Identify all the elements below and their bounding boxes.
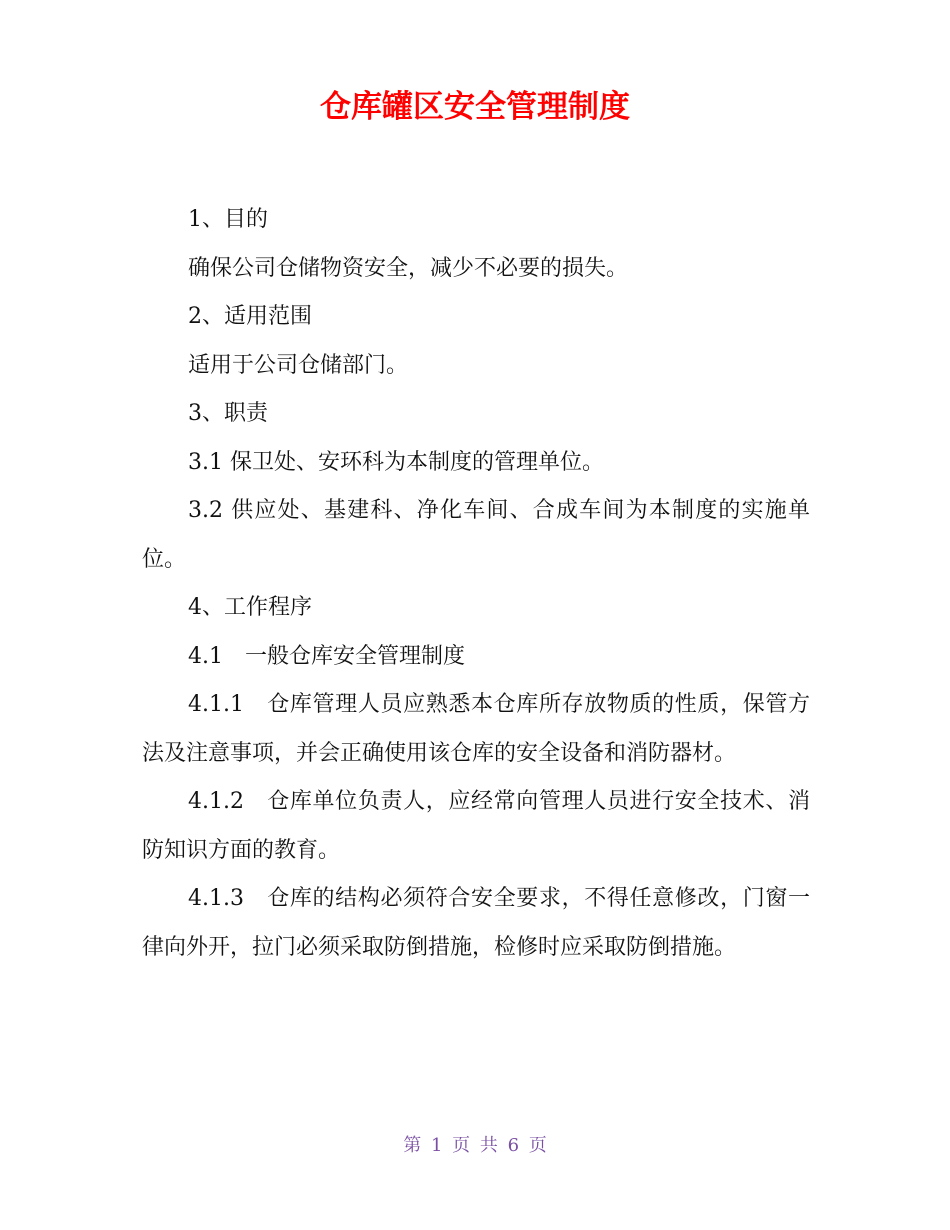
section-heading-scope: 2、适用范围 bbox=[188, 304, 312, 329]
document-body bbox=[142, 196, 810, 972]
section-heading-procedure: 4、工作程序 bbox=[188, 595, 312, 620]
section-heading-duties: 3、职责 bbox=[188, 401, 268, 426]
page-footer: 第 1 页 共 6 页 bbox=[403, 1135, 547, 1156]
section-heading-purpose: 1、目的 bbox=[188, 207, 268, 232]
paragraph-purpose: 确保公司仓储物资安全，减少不必要的损失。 bbox=[188, 255, 629, 281]
paragraph-4-1-1: 4.1.1 仓库管理人员应熟悉本仓库所存放物质的性质，保管方法及注意事项，并会正确使用该仓库的安全设备和消防器材。 bbox=[142, 692, 810, 766]
document-title: 仓库罐区安全管理制度 bbox=[320, 89, 630, 125]
paragraph-duty-3-1: 3.1 保卫处、安环科为本制度的管理单位。 bbox=[188, 449, 604, 475]
paragraph-scope: 适用于公司仓储部门。 bbox=[188, 352, 409, 378]
subsection-heading-4-1: 4.1 一般仓库安全管理制度 bbox=[188, 643, 465, 669]
paragraph-duty-3-2: 3.2 供应处、基建科、净化车间、合成车间为本制度的实施单位。 bbox=[142, 498, 810, 572]
paragraph-4-1-2: 4.1.2 仓库单位负责人，应经常向管理人员进行安全技术、消防知识方面的教育。 bbox=[142, 789, 810, 863]
paragraph-4-1-3: 4.1.3 仓库的结构必须符合安全要求，不得任意修改，门窗一律向外开，拉门必须采取防倒措施，检修时应采取防倒措施。 bbox=[142, 886, 810, 960]
